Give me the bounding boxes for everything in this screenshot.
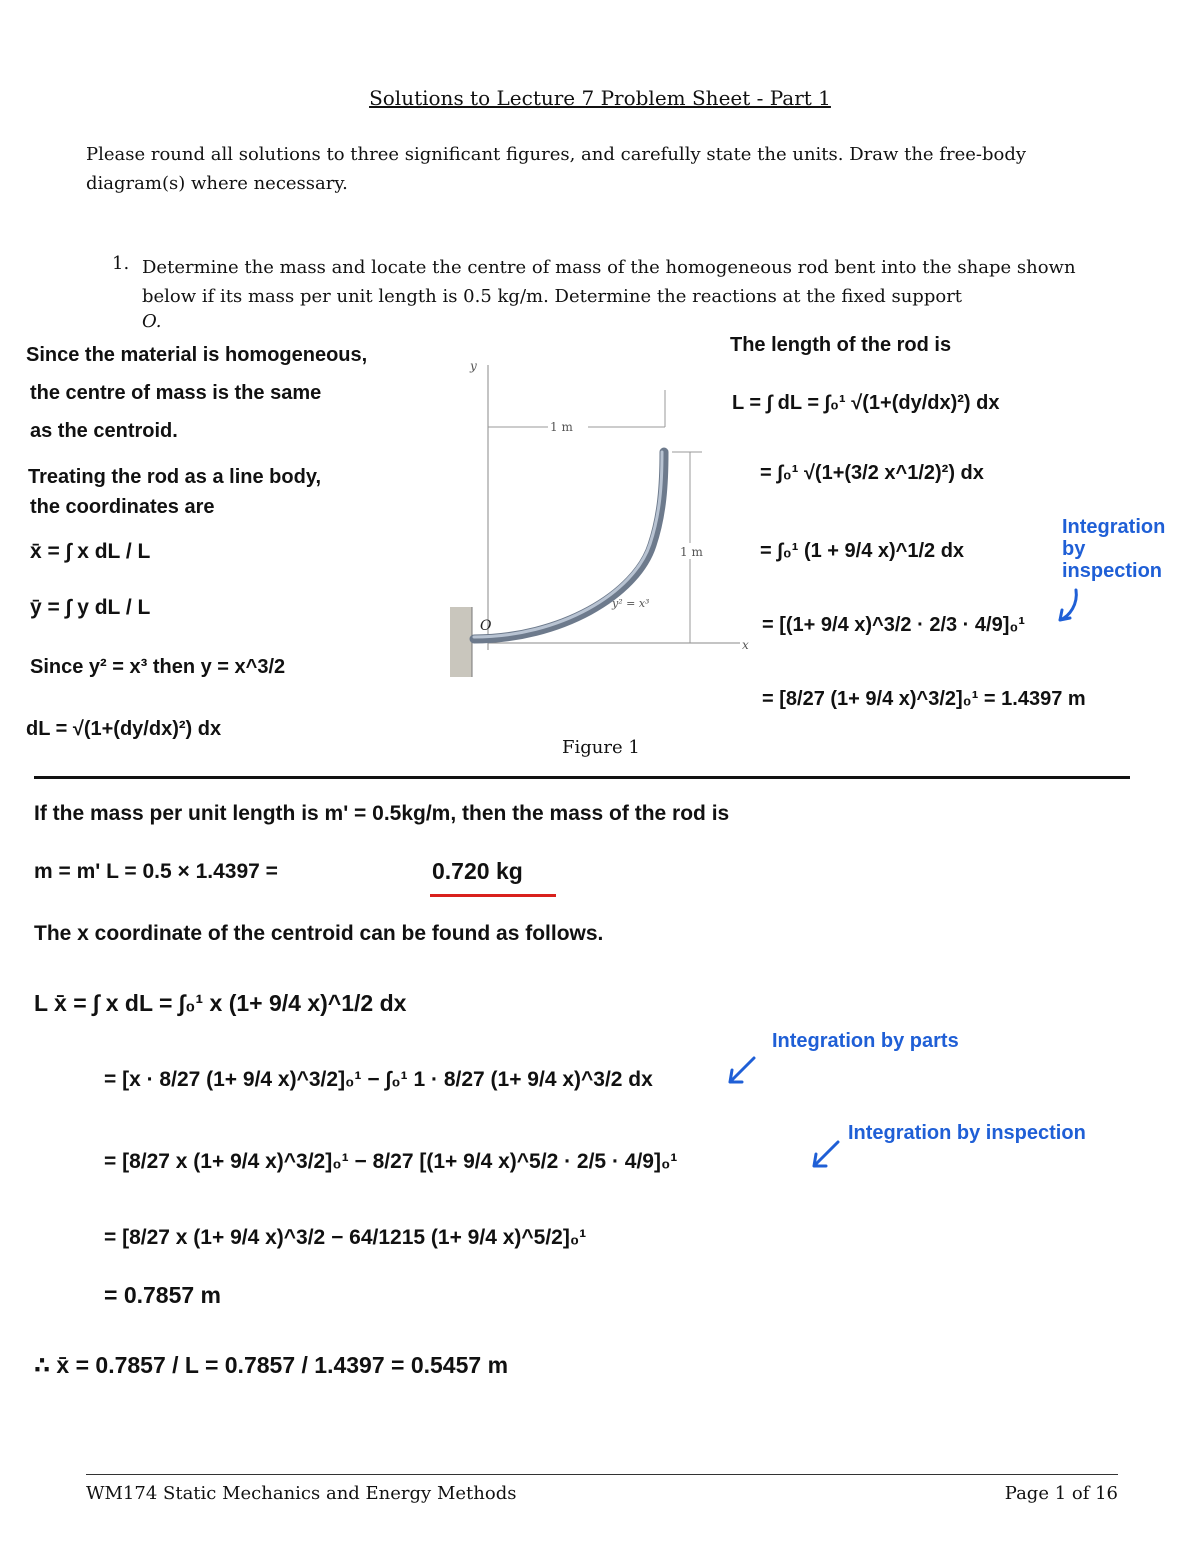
right-note-line-6: = [8/27 (1+ 9/4 x)^3/2]₀¹ = 1.4397 m [762,688,1086,710]
figure-rod-diagram [440,345,770,715]
mass-result-underline [430,894,556,897]
lower-line-step-3: = [8/27 x (1+ 9/4 x)^3/2 − 64/1215 (1+ 9/4 x)^5/2]₀¹ [104,1226,587,1249]
left-note-line-2: the centre of mass is the same [30,382,322,404]
lower-line-result: = 0.7857 m [104,1282,222,1308]
fixed-support [450,607,472,677]
instructions: Please round all solutions to three significant figures, and carefully state the units. Draw the free-body diagram(s) where necessary. [86,144,1027,194]
lower-line-integral: L x̄ = ∫ x dL = ∫₀¹ x (1+ 9/4 x)^1/2 dx [34,990,407,1016]
annotation-arrow-1 [1054,586,1084,626]
left-note-line-5: the coordinates are [30,496,215,518]
axis-x-label: x [742,638,749,652]
curve-equation-label: y² = x³ [612,597,650,610]
right-note-line-1: The length of the rod is [730,334,952,356]
left-note-line-3: as the centroid. [30,420,178,442]
annotation-integration-by-inspection-2: Integration by inspection [848,1122,1086,1144]
annotation-arrow-3 [808,1138,844,1172]
page-title: Solutions to Lecture 7 Problem Sheet - Part 1 [369,86,831,110]
origin-label: O [480,618,492,634]
footer-course: WM174 Static Mechanics and Energy Methods [86,1483,517,1504]
left-note-line-4: Treating the rod as a line body, [28,466,322,488]
left-note-line-7: ȳ = ∫ y dL / L [30,596,151,619]
question-number: 1. [112,253,130,274]
lower-line-mass-intro: If the mass per unit length is m' = 0.5kg/m, then the mass of the rod is [34,802,730,825]
lower-line-mass-calc: m = m' L = 0.5 × 1.4397 = [34,860,278,883]
annotation-arrow-2 [724,1054,760,1088]
mass-result: 0.720 kg [432,858,523,884]
curved-rod [474,452,664,639]
left-note-line-8: Since y² = x³ then y = x^3/2 [30,656,286,678]
height-dimension-label: 1 m [680,545,703,559]
question-support: O. [142,311,162,332]
axis-y-label: y [470,359,477,373]
lower-line-step-1: = [x · 8/27 (1+ 9/4 x)^3/2]₀¹ − ∫₀¹ 1 · 8/27 (1+ 9/4 x)^3/2 dx [104,1068,653,1091]
right-note-line-2: L = ∫ dL = ∫₀¹ √(1+(dy/dx)²) dx [732,392,1000,414]
footer-page-number: Page 1 of 16 [1004,1483,1118,1504]
annotation-integration-by-inspection-1: Integration by inspection [1062,516,1166,582]
annotation-integration-by-parts: Integration by parts [772,1030,959,1052]
right-note-line-5: = [(1+ 9/4 x)^3/2 · 2/3 · 4/9]₀¹ [762,614,1026,636]
question-text: Determine the mass and locate the centre of mass of the homogeneous rod bent into the shape shown below if its mass per unit length is 0.5 kg/m. Determine the reactions at the fixed support [142,257,1076,307]
section-divider [34,776,1130,779]
lower-line-step-2: = [8/27 x (1+ 9/4 x)^3/2]₀¹ − 8/27 [(1+ 9/4 x)^5/2 · 2/5 · 4/9]₀¹ [104,1150,678,1173]
left-note-line-9: dL = √(1+(dy/dx)²) dx [26,718,222,740]
lower-line-centroid-intro: The x coordinate of the centroid can be found as follows. [34,922,604,945]
left-note-line-6: x̄ = ∫ x dL / L [30,540,151,563]
figure-caption: Figure 1 [562,737,640,758]
right-note-line-3: = ∫₀¹ √(1+(3/2 x^1/2)²) dx [760,462,984,484]
right-note-line-4: = ∫₀¹ (1 + 9/4 x)^1/2 dx [760,540,965,562]
width-dimension-label: 1 m [550,420,573,434]
footer-divider [86,1474,1118,1475]
lower-line-xbar: ∴ x̄ = 0.7857 / L = 0.7857 / 1.4397 = 0.5457 m [34,1352,509,1378]
left-note-line-1: Since the material is homogeneous, [26,344,368,366]
